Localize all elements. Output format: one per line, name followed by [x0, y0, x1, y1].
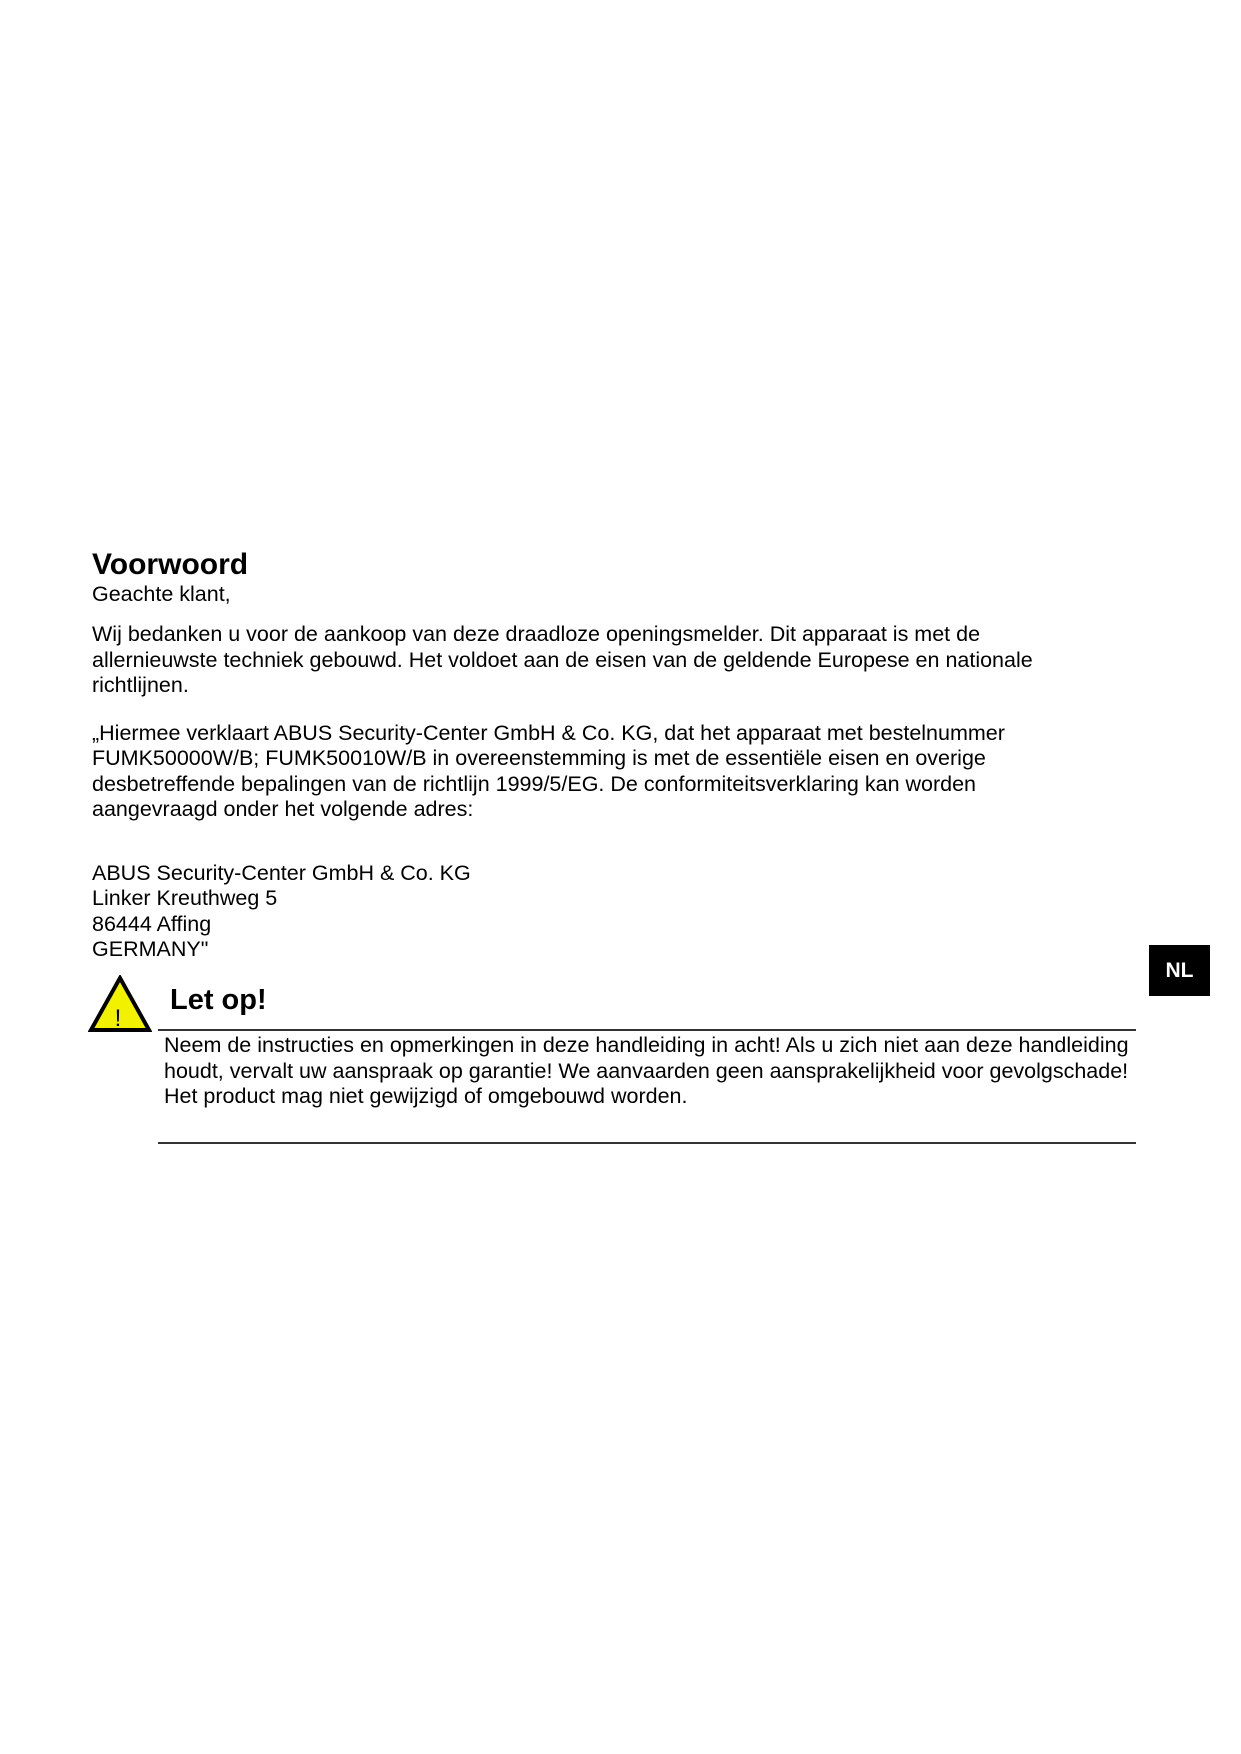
warning-divider-top: [158, 1029, 1136, 1031]
address-line: ABUS Security-Center GmbH & Co. KG: [92, 860, 471, 885]
warning-box: [88, 975, 1136, 1147]
address-line: GERMANY": [92, 937, 209, 961]
company-address: [92, 861, 1092, 963]
warning-text: [164, 1033, 1136, 1110]
address-line: 86444 Affing: [92, 911, 212, 936]
warning-triangle-icon: [88, 975, 152, 1033]
preface-section: [92, 548, 1092, 963]
intro-paragraph: Wij bedanken u voor de aankoop van deze draadloze openingsmelder. Dit apparaat is met de allernieuwste techniek gebouwd. Het voldoet aan de eisen van de geldende Europese en nationale richtlijnen.: [92, 622, 1033, 697]
page-title: Voorwoord: [92, 548, 249, 581]
warning-body-line: Neem de instructies en opmerkingen in deze handleiding in acht! Als u zich niet aan deze handleiding houdt, vervalt uw aanspraak op garantie! We aanvaarden geen aansprakelijkheid voor gevolgschade!: [164, 1033, 1129, 1083]
language-tab: NL: [1149, 945, 1210, 996]
address-line: Linker Kreuthweg 5: [92, 886, 278, 910]
warning-body-line: Het product mag niet gewijzigd of omgebouwd worden.: [164, 1084, 688, 1108]
salutation: Geachte klant,: [92, 582, 231, 606]
warning-divider-bottom: [158, 1142, 1136, 1144]
declaration-paragraph: „Hiermee verklaart ABUS Security-Center GmbH & Co. KG, dat het apparaat met bestelnummer FUMK50000W/B; FUMK50010W/B in overeenstemming is met de essentiële eisen en overige desbetreffende bepalingen van de richtlijn 1999/5/EG. De conformiteitsverklaring kan worden aangevraagd onder het volgende adres:: [92, 720, 1005, 821]
warning-exclamation-mark: !: [114, 1005, 122, 1032]
warning-title: Let op!: [170, 984, 267, 1016]
